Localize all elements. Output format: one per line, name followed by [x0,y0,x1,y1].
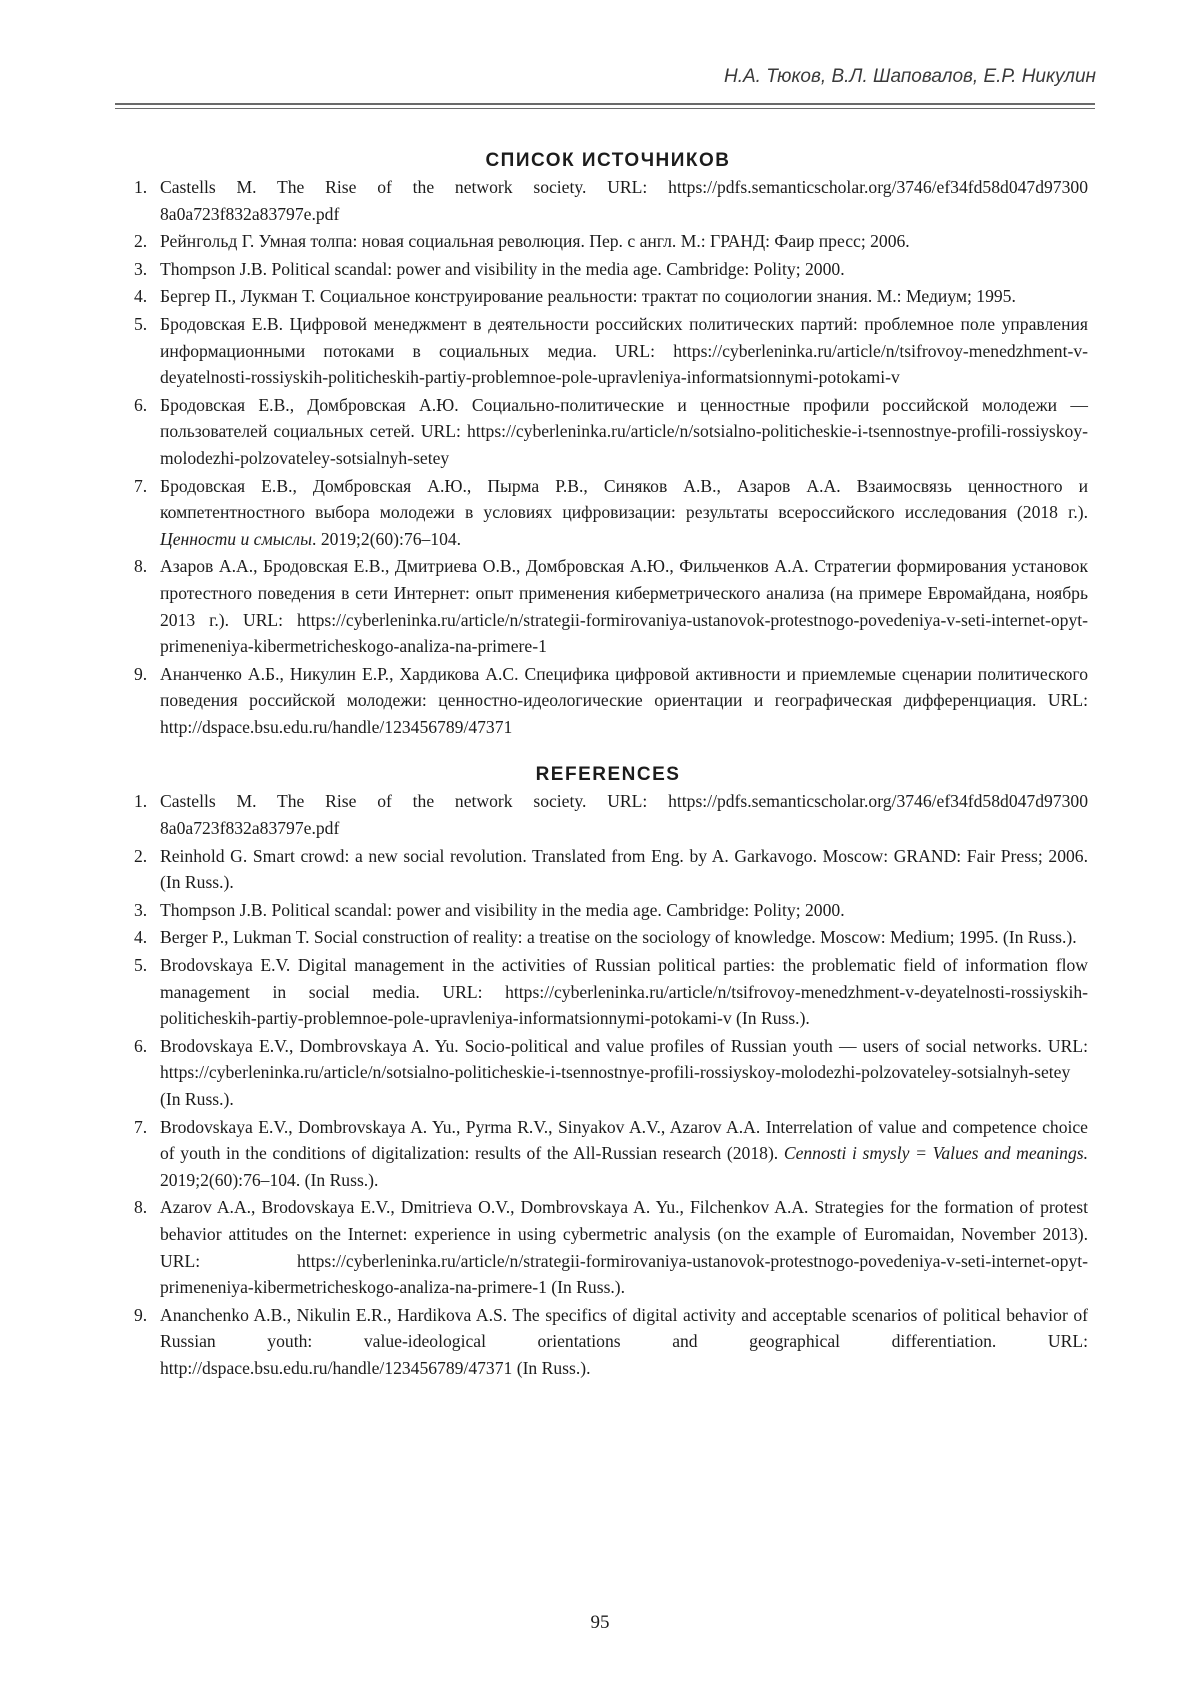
item-number: 4. [134,286,148,307]
item-number: 3. [134,258,148,279]
list-item [128,1302,1088,1382]
list-item [128,256,1088,283]
item-text: Castells M. The Rise of the network society. URL: https://pdfs.semanticscholar.org/3746/ef34fd58d047d97300 8a0a723f832a83797e.pdf [160,177,1088,224]
journal-title: Ценности и смыслы [160,528,313,549]
item-text: Thompson J.B. Political scandal: power and visibility in the media age. Cambridge: Polity; 2000. [160,899,845,920]
item-text: Азаров А.А., Бродовская Е.В., Дмитриева О.В., Домбровская А.Ю., Фильченков А.А. Стратегии формирования установок протестного поведения в сети Интернет: опыт применения киберметрического анализа (на примере Евромайдана, ноябрь 2013 г.). URL: https://cyberleninka.ru/article/n/strategii-formirovaniya-ustanovok-protestnogo-povedeniya-v-seti-internet-opyt-primeneniya-kibermetricheskogo-analiza-na-primere-1 [160,556,1088,657]
item-text: Brodovskaya E.V., Dombrovskaya A. Yu. Socio-political and value profiles of Russian youth — users of social networks. URL: https://cyberleninka.ru/article/n/sotsialno-politicheskie-i-tsennostnye-profili-rossiyskoy-molodezhi-polzovateley-sotsialnyh-setey (In Russ.). [160,1035,1088,1109]
item-text: Бергер П., Лукман Т. Социальное конструирование реальности: трактат по социологии знания. М.: Медиум; 1995. [160,286,1016,307]
list-item [128,392,1088,472]
list-item [128,553,1088,659]
item-text: Ananchenko A.B., Nikulin E.R., Hardikova A.S. The specifics of digital activity and acceptable scenarios of political behavior of Russian youth: value-ideological orientations and geographical differentiation. URL: http://dspace.bsu.edu.ru/handle/123456789/47371 (In Russ.). [160,1304,1088,1378]
page-number: 95 [590,1612,610,1633]
list-item [128,1194,1088,1300]
item-number: 1. [134,791,148,812]
sources-heading: СПИСОК ИСТОЧНИКОВ [485,150,731,171]
item-number: 6. [134,394,148,415]
item-text: Reinhold G. Smart crowd: a new social revolution. Translated from Eng. by A. Garkavogo. Moscow: GRAND: Fair Press; 2006. (In Russ.). [160,845,1088,893]
list-item [128,952,1088,1032]
list-item [128,788,1088,841]
item-text: Бродовская Е.В., Домбровская А.Ю. Социально-политические и ценностные профили российской молодежи — пользователей социальных сетей. URL: https://cyberleninka.ru/article/n/sotsialno-politicheskie-i-tsennostnye-profili-rossiyskoy-molodezhi-polzovateley-sotsialnyh-setey [160,394,1088,468]
item-number: 2. [134,231,148,252]
list-item [128,843,1088,896]
list-item [128,228,1088,255]
header-rule [115,103,1095,105]
list-item [128,1033,1088,1113]
item-number: 9. [134,663,148,684]
item-text: Бродовская Е.В., Домбровская А.Ю., Пырма Р.В., Синяков А.В., Азаров А.А. Взаимосвязь ценностного и компетентностного выбора молодежи в условиях цифровизации: результаты всероссийского исследования (2018 г.). [160,475,1088,523]
item-text-tail: . 2019;2(60):76–104. [312,528,462,549]
list-item [128,283,1088,310]
list-item [128,1114,1088,1194]
item-text: Thompson J.B. Political scandal: power and visibility in the media age. Cambridge: Polity; 2000. [160,258,845,279]
item-text: Ананченко А.Б., Никулин Е.Р., Хардикова А.С. Специфика цифровой активности и приемлемые сценарии политического поведения российской молодежи: ценностно-идеологические ориентации и географическая дифференциация. URL: http://dspace.bsu.edu.ru/handle/123456789/47371 [160,663,1088,737]
sources-list [128,174,1088,740]
item-number: 3. [134,899,148,920]
list-item [128,897,1088,924]
main-content [128,150,1088,1383]
item-number: 4. [134,927,148,948]
item-number: 9. [134,1304,148,1325]
item-number: 8. [134,556,148,577]
item-number: 7. [134,475,148,496]
item-text: Berger P., Lukman T. Social construction of reality: a treatise on the sociology of knowledge. Moscow: Medium; 1995. (In Russ.). [160,927,1077,948]
item-text: Бродовская Е.В. Цифровой менеджмент в деятельности российских политических партий: проблемное поле управления информационными потоками в социальных медиа. URL: https://cyberleninka.ru/article/n/tsifrovoy-menedzhment-v-deyatelnosti-rossiyskih-politicheskih-partiy-problemnoe-pole-upravleniya-informatsionnymi-potokami-v [160,313,1088,388]
item-text-tail: 2019;2(60):76–104. (In Russ.). [160,1169,379,1190]
item-text: Castells M. The Rise of the network society. URL: https://pdfs.semanticscholar.org/3746/ef34fd58d047d97300 8a0a723f832a83797e.pdf [160,791,1088,839]
list-item [128,473,1088,553]
list-item [128,924,1088,951]
item-number: 2. [134,845,148,866]
item-number: 7. [134,1116,148,1137]
item-number: 1. [134,177,148,197]
item-text: Azarov A.A., Brodovskaya E.V., Dmitrieva O.V., Dombrovskaya A. Yu., Filchenkov A.A. Strategies for the formation of protest behavior attitudes on the Internet: experience in using cybermetric analysis (on the example of Euromaidan, November 2013). URL: https://cyberleninka.ru/article/n/strategii-formirovaniya-ustanovok-protestnogo-povedeniya-v-seti-internet-opyt-primeneniya-kibermetricheskogo-analiza-na-primere-1 (In Russ.). [160,1197,1088,1298]
header-rule-thin [115,108,1095,109]
item-text: Brodovskaya E.V. Digital management in the activities of Russian political parties: the problematic field of information flow management in social media. URL: https://cyberleninka.ru/article/n/tsifrovoy-menedzhment-v-deyatelnosti-rossiyskih-politicheskih-partiy-problemnoe-pole-upravleniya-informatsionnymi-potokami-v (In Russ.). [160,955,1088,1029]
item-number: 5. [134,955,148,976]
item-number: 6. [134,1035,148,1056]
item-number: 8. [134,1197,148,1218]
references-list [128,788,1088,1381]
journal-title: Cennosti i smysly = Values and meanings. [783,1143,1088,1164]
item-text: Brodovskaya E.V., Dombrovskaya A. Yu., Pyrma R.V., Sinyakov A.V., Azarov A.A. Interrelation of value and competence choice of youth in the conditions of digitalization: results of the All-Russian research (2018). [160,1116,1088,1164]
references-heading: REFERENCES [535,764,681,786]
list-item [128,661,1088,741]
list-item [128,174,1088,227]
item-text: Рейнгольд Г. Умная толпа: новая социальная революция. Пер. с англ. М.: ГРАНД: Фаир пресс; 2006. [160,231,910,252]
item-number: 5. [134,313,148,334]
running-head-authors: Н.А. Тюков, В.Л. Шаповалов, Е.Р. Никулин [723,66,1096,87]
list-item [128,311,1088,391]
